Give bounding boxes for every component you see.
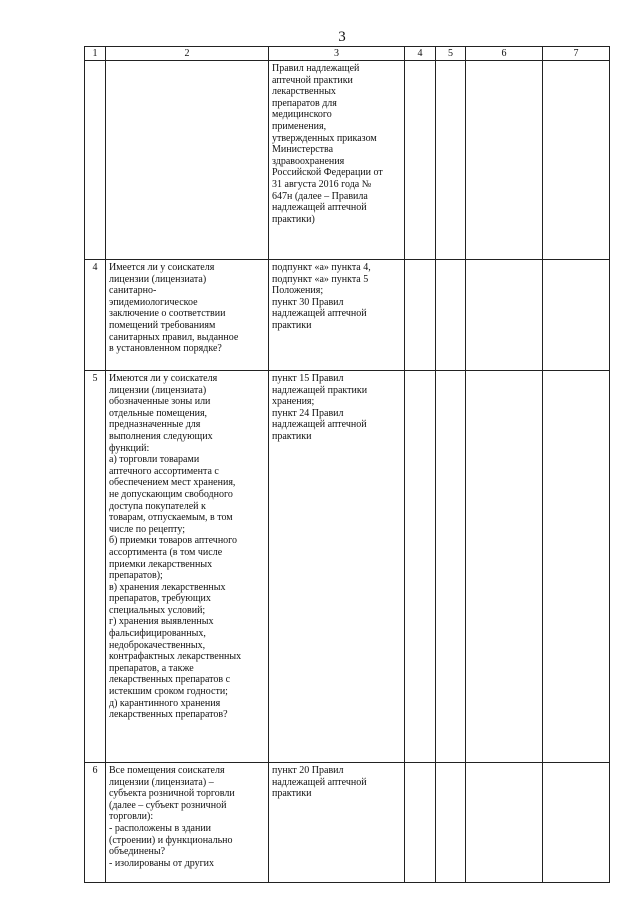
reference-cell (269, 371, 405, 763)
reference-text: подпункт «а» пункта 4, подпункт «а» пункта 5 Положения; пункт 30 Правил надлежащей аптечной практики (272, 262, 371, 331)
question-text: Имеются ли у соискателя лицензии (лицензиата) обозначенные зоны или отдельные помещения, предназначенные для выполнения следующих функций: а) торговли товарами аптечного ассортимента с обеспечением мест хранения, не допускающим свободного доступа покупателей к товарам, отпускаемым, в том числе по рецепту; б) приемки товаров аптечного ассортимента (в том числе приемки лекарственных препаратов); в) хранения лекарственных препаратов, требующих специальных условий; г) хранения выявленных фальсифицированных, недоброкачественных, контрафактных лекарственных препаратов, а также лекарственных препаратов с истекшим сроком годности; д) карантинного хранения лекарственных препаратов? (109, 373, 242, 721)
empty-cell (436, 61, 466, 260)
reference-cell (269, 260, 405, 371)
question-text: Все помещения соискателя лицензии (лицензиата) – субъекта розничной торговли (далее – субъект розничной торговли): - расположены в здании (строении) и функционально объединены? - изолированы от других (109, 765, 235, 869)
column-header: 5 (436, 47, 466, 61)
row-number: 4 (85, 260, 106, 371)
question-cell (106, 763, 269, 883)
empty-cell (436, 371, 466, 763)
column-header-row (85, 47, 610, 61)
reference-text: пункт 20 Правил надлежащей аптечной практики (272, 765, 367, 800)
table-row (85, 371, 610, 763)
empty-cell (466, 260, 543, 371)
question-text: Имеется ли у соискателя лицензии (лицензиата) санитарно- эпидемиологическое заключение о соответствии помещений требованиям санитарных правил, выданное в установленном порядке? (109, 262, 239, 355)
column-header: 6 (466, 47, 543, 61)
column-header: 3 (269, 47, 405, 61)
empty-cell (543, 371, 610, 763)
empty-cell (436, 260, 466, 371)
empty-cell (405, 260, 436, 371)
empty-cell (405, 763, 436, 883)
page-number: 3 (338, 29, 346, 45)
empty-cell (466, 371, 543, 763)
empty-cell (436, 763, 466, 883)
reference-text: пункт 15 Правил надлежащей практики хранения; пункт 24 Правил надлежащей аптечной практики (272, 373, 368, 442)
column-header: 4 (405, 47, 436, 61)
empty-cell (466, 763, 543, 883)
column-header: 7 (543, 47, 610, 61)
table-row (85, 61, 610, 260)
row-number: 5 (85, 371, 106, 763)
question-text (106, 61, 268, 63)
table-row (85, 763, 610, 883)
row-number (85, 61, 106, 260)
checklist-table (84, 46, 610, 883)
row-number: 6 (85, 763, 106, 883)
empty-cell (405, 371, 436, 763)
column-header: 1 (85, 47, 106, 61)
empty-cell (405, 61, 436, 260)
reference-text: Правил надлежащей аптечной практики лекарственных препаратов для медицинского применения, утвержденных приказом Министерства здравоохранения Российской Федерации от 31 августа 2016 года № 647н (далее – Правила надлежащей аптечной практики) (272, 63, 383, 225)
table-row (85, 260, 610, 371)
reference-cell (269, 61, 405, 260)
empty-cell (543, 61, 610, 260)
question-cell (106, 371, 269, 763)
empty-cell (543, 763, 610, 883)
reference-cell (269, 763, 405, 883)
empty-cell (466, 61, 543, 260)
empty-cell (543, 260, 610, 371)
question-cell (106, 260, 269, 371)
question-cell (106, 61, 269, 260)
column-header: 2 (106, 47, 269, 61)
